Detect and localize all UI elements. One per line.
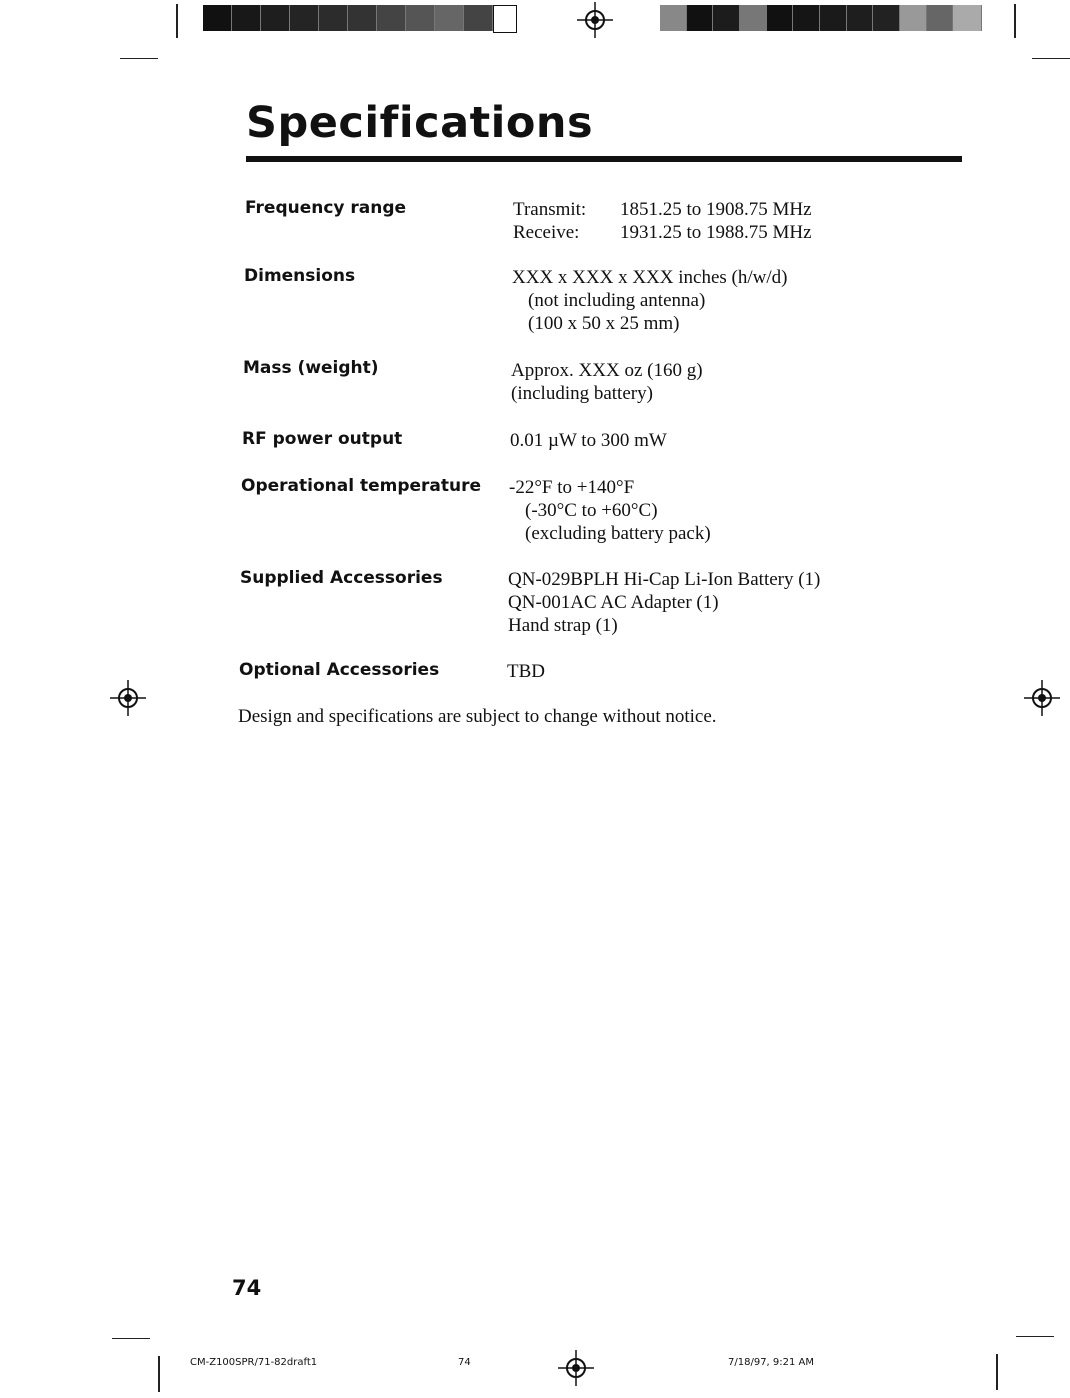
spec-label-operational-temperature: Operational temperature [241,476,482,496]
page-title: Specifications [246,98,594,148]
crop-mark-right-bottom [1016,1336,1054,1337]
footer-file: CM-Z100SPR/71-82draft1 [190,1357,318,1368]
spec-label-optional-accessories: Optional Accessories [239,660,440,680]
change-notice: Design and specifications are subject to change without notice. [238,706,717,727]
spec-line: 1851.25 to 1908.75 MHz [620,199,812,220]
registration-crosshair-icon [110,680,146,716]
crop-mark-bottom-right [996,1354,998,1390]
spec-line: -22°F to +140°F [509,477,635,498]
spec-line: (100 x 50 x 25 mm) [528,313,680,334]
spec-label-dimensions: Dimensions [244,266,356,286]
spec-line: Approx. XXX oz (160 g) [511,360,703,381]
spec-key: Transmit: [513,199,587,220]
spec-line: Hand strap (1) [508,615,618,636]
spec-key: Receive: [513,222,580,243]
crop-mark-left-top [120,58,158,59]
spec-label-rf-power: RF power output [242,429,403,449]
spec-value-dimensions [512,266,787,335]
spec-line: (not including antenna) [528,290,706,311]
spec-line: XXX x XXX x XXX inches (h/w/d) [512,267,788,288]
spec-line: QN-001AC AC Adapter (1) [508,592,719,613]
spec-line: (excluding battery pack) [525,523,711,544]
spec-value-frequency-range [513,198,812,244]
spec-line: 0.01 µW to 300 mW [510,430,667,451]
registration-crosshair-icon [558,1350,594,1386]
crop-mark-top-left [176,4,178,38]
spec-line: (including battery) [511,383,653,404]
spec-value-supplied-accessories [508,568,820,637]
color-bar-left [203,5,528,31]
spec-value-mass [511,359,703,405]
title-rule [246,156,962,162]
registration-crosshair-icon [1024,680,1060,716]
page-number: 74 [232,1276,262,1300]
crop-mark-left-bottom [112,1338,150,1339]
spec-line: (-30°C to +60°C) [525,500,658,521]
crop-mark-top-right [1014,4,1016,38]
spec-value-rf-power [510,429,667,452]
spec-value-operational-temperature [509,476,711,545]
spec-line: 1931.25 to 1988.75 MHz [620,222,812,243]
registration-crosshair-icon [577,2,613,38]
crop-mark-right-top [1032,58,1070,59]
footer-page: 74 [458,1357,471,1368]
color-bar-right [660,5,982,31]
spec-label-supplied-accessories: Supplied Accessories [240,568,443,588]
spec-line: TBD [507,661,545,682]
spec-label-mass: Mass (weight) [243,358,379,378]
spec-value-optional-accessories [507,660,545,683]
footer-timestamp: 7/18/97, 9:21 AM [728,1357,815,1368]
crop-mark-bottom-left [158,1356,160,1392]
spec-line: QN-029BPLH Hi-Cap Li-Ion Battery (1) [508,569,821,590]
spec-label-frequency-range: Frequency range [245,198,407,218]
